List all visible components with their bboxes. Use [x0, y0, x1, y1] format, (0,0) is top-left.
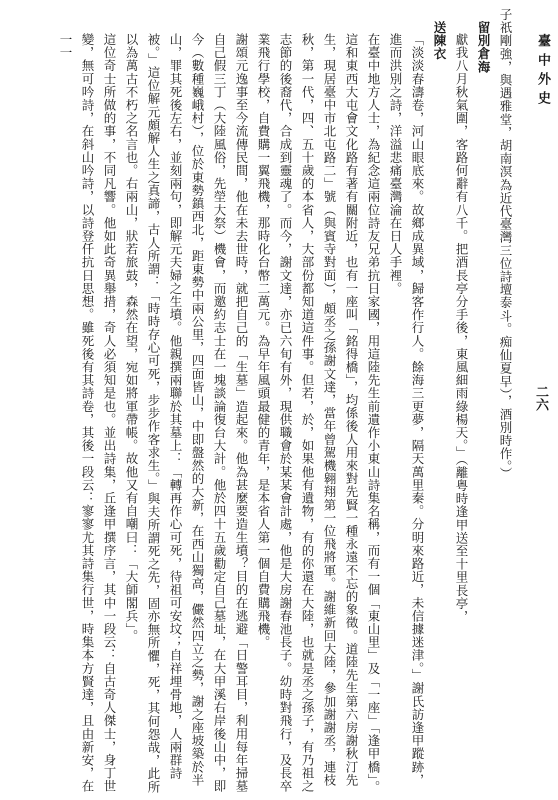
- vertical-text-body: [0, 8, 516, 794]
- running-header: 臺中外史: [535, 34, 550, 110]
- paragraph: 子祇剛強，與遇雅堂，胡南溟為近代臺灣三位詩壇泰斗。痴仙夏早），酒別時作。）: [498, 8, 513, 481]
- paragraph: 在臺中地方人士，為紀念這兩位詩友兄弟抗日家國，用這陸先生前遺作小東山詩集名稱，而有一個「東山里」及「一座」「逢甲橋」。這和東西大屯會文化路有著有關附近，也有一座叫「銘得橋」，均係後人用來對先賢一種永遠不忘的象徵。道陸先生第六房謝秋汀先生，現居臺中市北屯路二」號（與賓寺對面），頗丞之孫謝文達，當年曾駕機翱翔第一位飛將軍。謝維新回大陸，參加謝謝丞，連枝秋，第一代，四、五十歲的本省人，大部份都知道這件事。但若，於，如果他有遺物，有的你還在大陸，也就是丞之孫子，有乃祖之志節的後裔代，合成到靈魂了。而今，謝文達，亦已六旬有外，現供職會於某某會計處，他是大房謝春池長子。幼時對飛行，及長卒業飛行學校，自費購一翼飛機，那時化台幣二萬元。為早年風頭最健的青年，是本省人第一個自費購飛機。: [256, 33, 381, 794]
- poem-title: 留別倉海: [476, 20, 491, 73]
- poem-title: 送陳衣: [432, 20, 447, 60]
- paragraph: 這位奇士所做的事，不同凡響。他如此奇異舉措，奇人必須知是也。並出詩集，丘逢甲撰序言，其中一段云：自古奇人傑士，身丁世變，無可吟詩，在斜山吟詩，以詩登仟抗日思想。雖死後有其詩卷，其後一段云：寥寥尤其詩集行世，時集本方賢達，且由新安，在一一: [58, 33, 117, 793]
- poem-text: 獻我八月秋氣圍，客路何辭有八千。把酒長亭分手後，東風細雨綠楊天。」（離粤時逢甲送至十里長亭，: [454, 33, 469, 624]
- page-number: 二六: [533, 385, 548, 411]
- paragraph: 謝頌元逸事至今流傳民間，他在未去世時，就把自己的「生墓」造起來。他為甚麼要造生墳？目的在逃避「日警耳目，利用每年掃墓自己假三丁（大陸風俗，先塋大祭）機會，而邀約志士在一塊談論復台大計。他於四十五歲勸定自己墓址，在大甲溪右岸後山中，即今（數種巍峨村），位於東勢鎮西北，距東勢中兩公里，四面皆山，中即盤然的大新，在西山獨高，儼然四立之勢，謝之座坡築於半山，罪其死後左右，並刻兩句，即解元夫婦之生墳。他親撰兩聯於其墓上：「轉再作心可死，待祖可安坟；自祥埋骨地，人兩群詩被。」這位解元頗解人生之真諦，古人所謂：「時時存心可死，步步作客求生。」與夫所謂死之先，固亦無所懼，死，其何怨哉，此所以為萬古不朽之名言也。右兩山，狀若旅鼓，森然在望，宛如將軍帶帳。故他又有自嘲曰：「大師閣兵」。: [124, 33, 249, 794]
- poem-text: 「淡淡春濤卷，河山眼底來。故鄉成異域，歸客作行人。餘海三更夢，隔天萬里秦。分明來路近，未信據迷津。」謝氏訪逢甲蹤跡，進而洪別之詩，洋溢悲痛臺灣淪在日人手裡。: [388, 33, 425, 787]
